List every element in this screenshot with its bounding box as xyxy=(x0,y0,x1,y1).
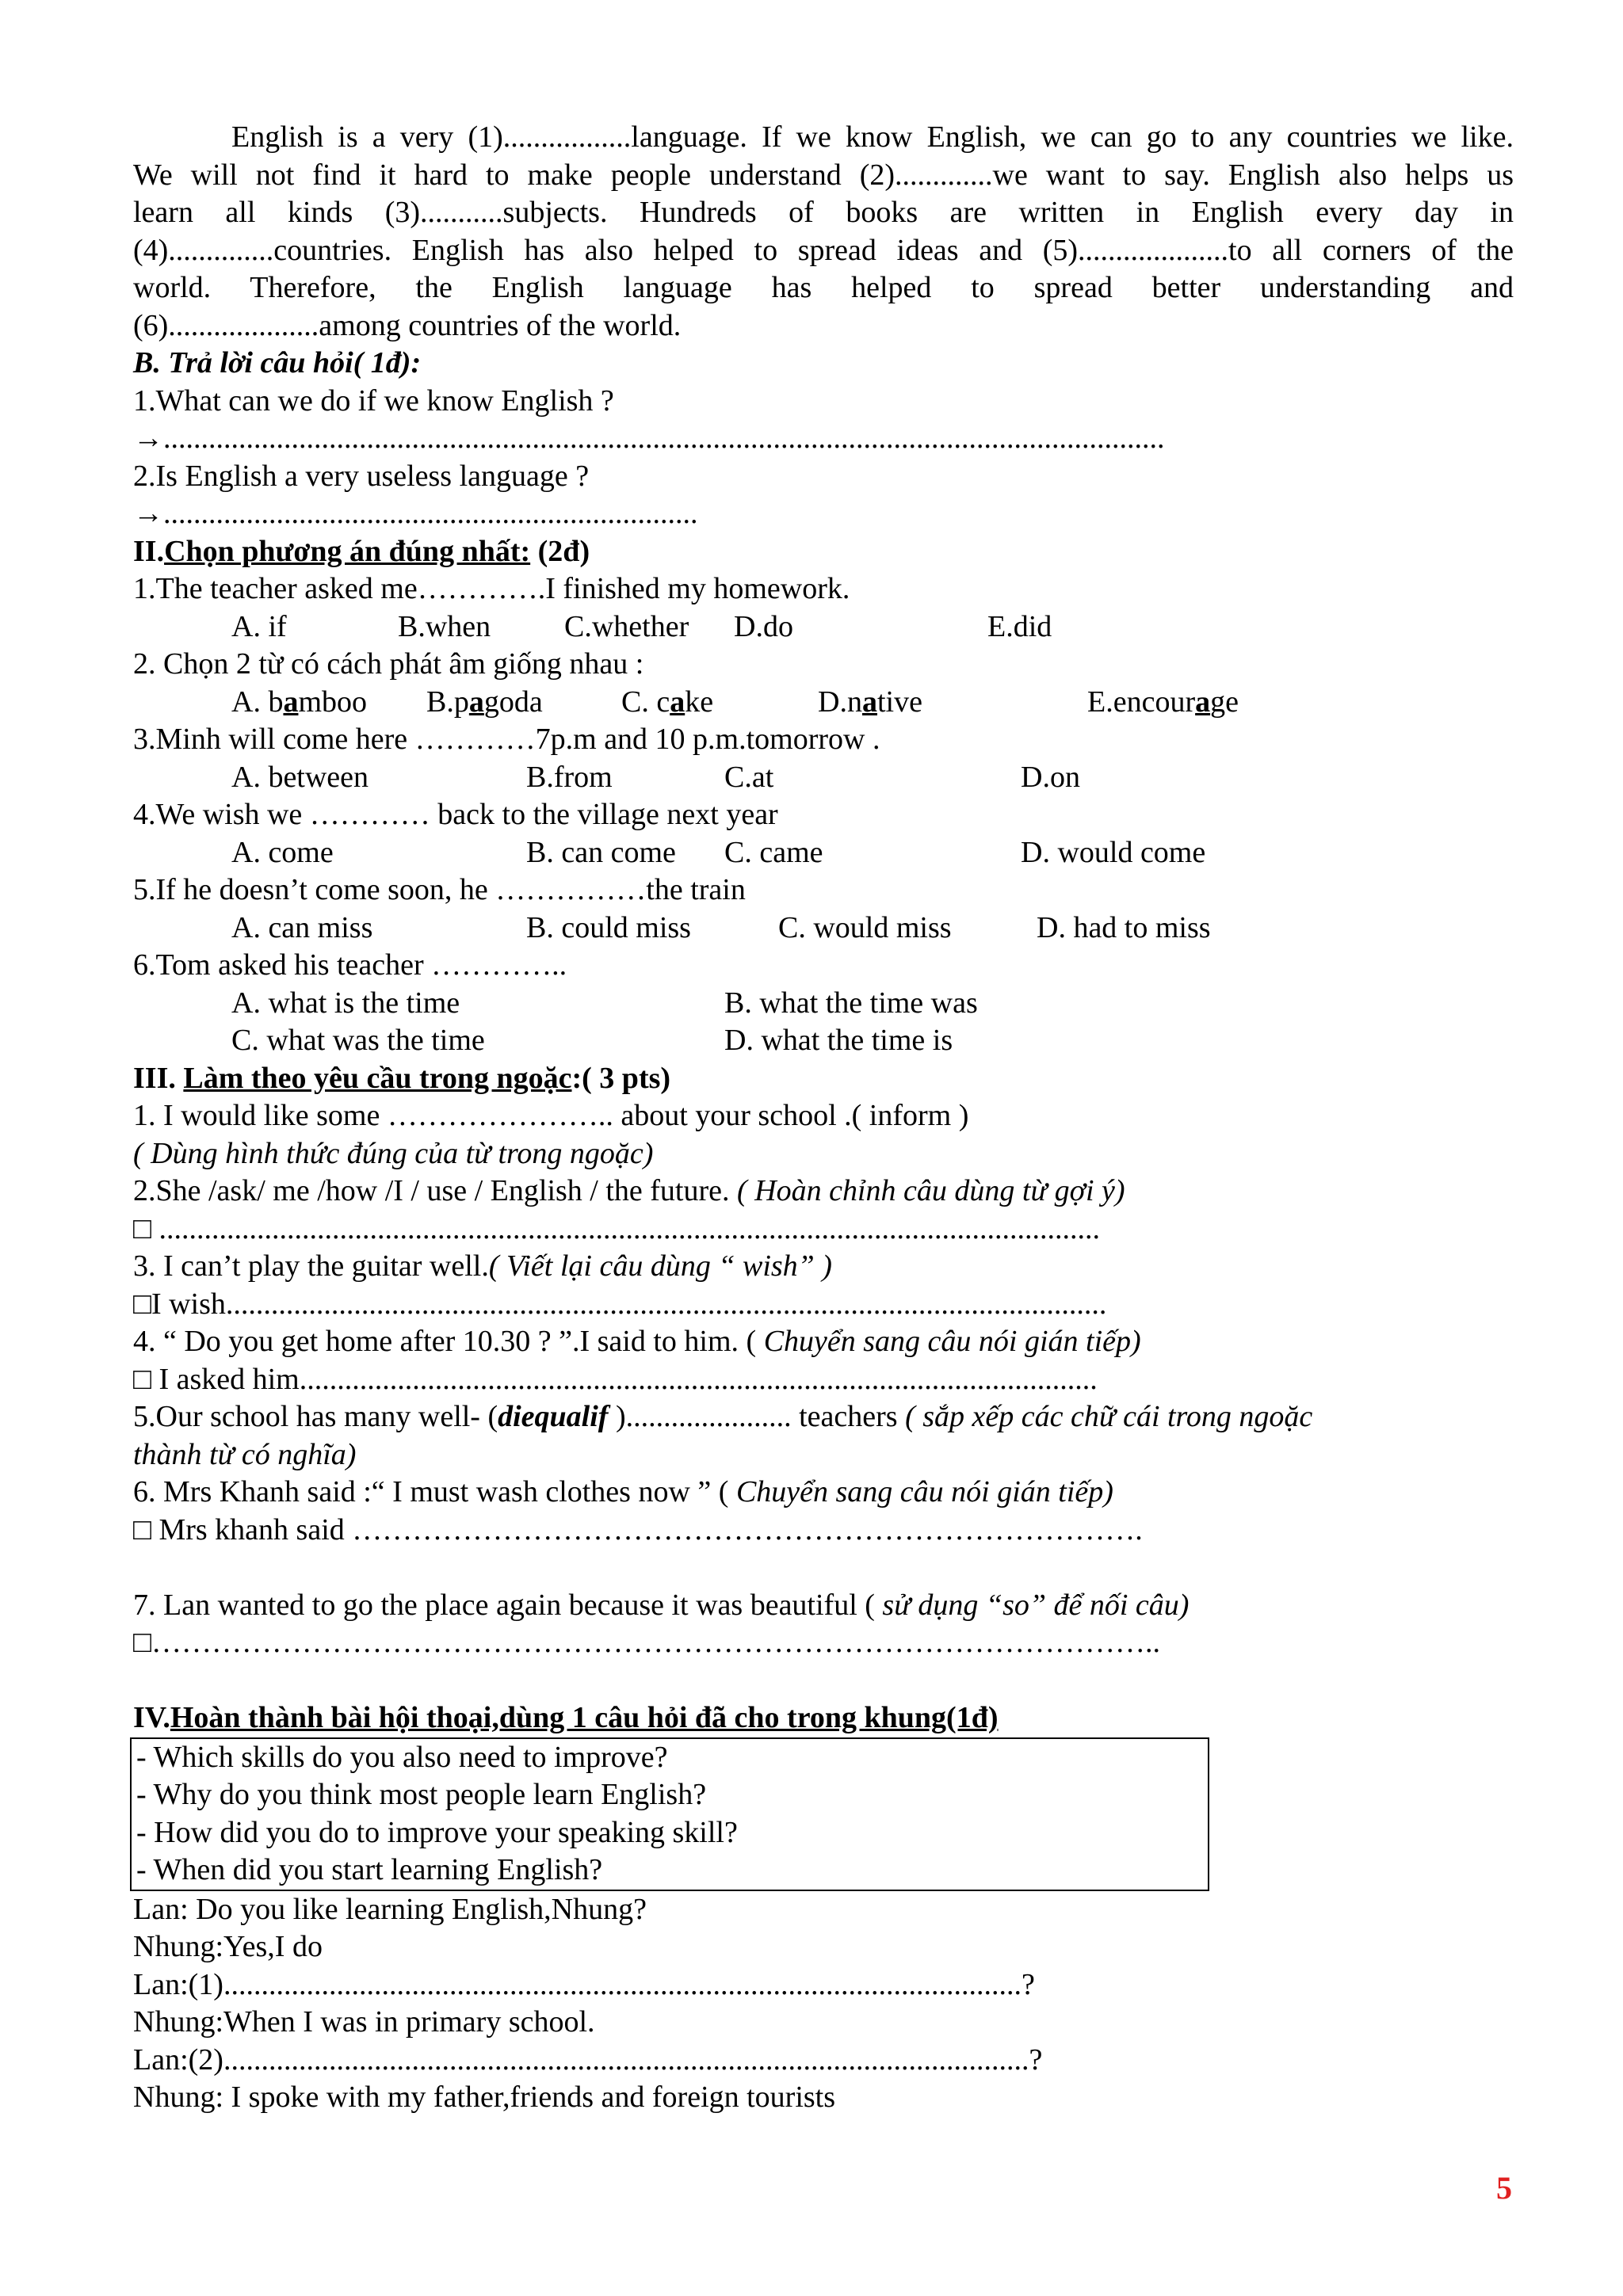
options-row xyxy=(133,834,1514,872)
instruction: ( sắp xếp các chữ cái trong ngoặc xyxy=(905,1400,1313,1433)
answer-line: →..................................................................................................................................... xyxy=(133,421,1165,455)
question: 5.If he doesn’t come soon, he ……………the train xyxy=(133,873,746,906)
question-box xyxy=(130,1737,1209,1891)
option: C. what was the time xyxy=(231,1024,485,1057)
instruction: sử dụng “so” để nối câu) xyxy=(882,1588,1190,1622)
option: D.on xyxy=(1021,760,1080,794)
dialogue-line: Nhung:Yes,I do xyxy=(133,1930,323,1963)
option: C. would miss xyxy=(778,910,952,944)
box-item: - When did you start learning English? xyxy=(136,1853,603,1886)
instruction: ( Viết lại câu dùng “ wish” ) xyxy=(488,1249,832,1283)
question: 3. I can’t play the guitar well.( Viết lại câu dùng “ wish” ) xyxy=(133,1249,832,1283)
option: C.at xyxy=(724,760,774,794)
option: B.from xyxy=(526,760,613,794)
question: 2.She /ask/ me /how /I / use / English / the future. ( Hoàn chỉnh câu dùng từ gợi ý) xyxy=(133,1174,1125,1207)
question: 1.The teacher asked me………….I finished my homework. xyxy=(133,572,850,605)
question: 6.Tom asked his teacher ………….. xyxy=(133,948,567,982)
passage-line: (6)....................among countries of the world. xyxy=(133,308,682,342)
option: A. between xyxy=(231,760,369,794)
option: A. if xyxy=(231,609,287,643)
instruction: Chuyển sang câu nói gián tiếp) xyxy=(763,1325,1141,1358)
option: D.native xyxy=(818,685,922,719)
box-item: - Why do you think most people learn English? xyxy=(136,1778,707,1811)
options-row xyxy=(133,1022,1514,1060)
scrambled-word: diequalif xyxy=(498,1400,609,1433)
instruction: ( Hoàn chỉnh câu dùng từ gợi ý) xyxy=(737,1174,1125,1207)
option: B. could miss xyxy=(526,910,691,944)
section-points: :( 3 pts) xyxy=(571,1061,671,1095)
passage-line: world. Therefore, the English language has helped to spread better understanding and xyxy=(133,271,1514,304)
page-number: 5 xyxy=(1496,2170,1512,2206)
section-4-heading xyxy=(133,1699,1514,1737)
answer-line: □ ............................................................................................................................. xyxy=(133,1211,1100,1245)
option: E.encourage xyxy=(1087,685,1239,719)
option: D. would come xyxy=(1021,835,1206,869)
option: A. come xyxy=(231,835,334,869)
section-title: Chọn phương án đúng nhất: xyxy=(164,534,531,568)
option: A. what is the time xyxy=(231,986,460,1020)
option: B.when xyxy=(398,609,491,643)
option: D. what the time is xyxy=(724,1024,953,1057)
option: C.whether xyxy=(564,609,689,643)
options-row xyxy=(133,985,1514,1023)
section-title: Làm theo yêu cầu trong ngoặc xyxy=(183,1061,572,1095)
options-row xyxy=(133,684,1514,722)
question: 6. Mrs Khanh said :“ I must wash clothes now ” ( Chuyển sang câu nói gián tiếp) xyxy=(133,1475,1113,1508)
passage-line: learn all kinds (3)...........subjects. Hundreds of books are written in English every day in xyxy=(133,196,1514,229)
section-number: II. xyxy=(133,534,165,568)
question: 2.Is English a very useless language ? xyxy=(133,459,590,493)
option: D.do xyxy=(734,609,793,643)
instruction: ( Dùng hình thức đúng của từ trong ngoặc) xyxy=(133,1136,654,1170)
question: 4. “ Do you get home after 10.30 ? ”.I said to him. ( Chuyển sang câu nói gián tiếp) xyxy=(133,1325,1141,1358)
option: E.did xyxy=(987,609,1052,643)
passage-line: English is a very (1).................language. If we know English, we can go to any countries we like. xyxy=(231,120,1514,154)
options-row xyxy=(133,759,1514,797)
option: C. came xyxy=(724,835,823,869)
option: D. had to miss xyxy=(1037,910,1211,944)
section-b-heading: B. Trả lời câu hỏi( 1đ): xyxy=(133,346,422,379)
question: 3.Minh will come here …………7p.m and 10 p.m.tomorrow . xyxy=(133,723,880,756)
answer-line: □……………………………………………………………………………………….. xyxy=(133,1626,1160,1659)
option: B. can come xyxy=(526,835,676,869)
answer-line: □ I asked him.......................................................................................................... xyxy=(133,1362,1098,1396)
option: B.pagoda xyxy=(426,685,543,719)
instruction: thành từ có nghĩa) xyxy=(133,1437,357,1471)
question: 1.What can we do if we know English ? xyxy=(133,383,614,418)
question: 7. Lan wanted to go the place again because it was beautiful ( sử dụng “so” để nối câu) xyxy=(133,1588,1190,1622)
section-2-heading xyxy=(133,533,1514,571)
option: A. bamboo xyxy=(231,685,368,719)
instruction: Chuyển sang câu nói gián tiếp) xyxy=(735,1475,1113,1508)
section-3-heading xyxy=(133,1060,1514,1098)
section-points: (2đ) xyxy=(530,534,590,568)
passage-line: (4)..............countries. English has also helped to spread ideas and (5)....................to all corners of the xyxy=(133,233,1514,267)
answer-line: □I wish..................................................................................................................... xyxy=(133,1287,1107,1321)
reading-passage xyxy=(133,119,1514,345)
options-row xyxy=(133,910,1514,948)
box-item: - How did you do to improve your speaking skill? xyxy=(136,1815,738,1849)
question: 5.Our school has many well- (diequalif )...................... teachers ( sắp xếp các chữ cái trong ngoặc xyxy=(133,1400,1313,1433)
dialogue-line: Nhung: I spoke with my father,friends and foreign tourists xyxy=(133,2081,836,2114)
box-item: - Which skills do you also need to improve? xyxy=(136,1740,668,1774)
question: 4.We wish we ………… back to the village next year xyxy=(133,798,778,831)
section-title: Hoàn thành bài hội thoại,dùng 1 câu hỏi đã cho trong khung(1đ) xyxy=(170,1701,999,1734)
section-number: III. xyxy=(133,1061,184,1095)
answer-line: →....................................................................... xyxy=(133,497,698,530)
section-number: IV. xyxy=(133,1701,170,1734)
dialogue-line: Nhung:When I was in primary school. xyxy=(133,2005,595,2039)
answer-line: □ Mrs khanh said ……………………………………………………………………. xyxy=(133,1512,1143,1547)
dialogue-line: Lan: Do you like learning English,Nhung? xyxy=(133,1892,647,1926)
dialogue-line: Lan:(1)..........................................................................................................? xyxy=(133,1967,1035,2001)
options-row xyxy=(133,608,1514,646)
dialogue-line: Lan:(2)...........................................................................................................? xyxy=(133,2042,1043,2077)
option: B. what the time was xyxy=(724,986,978,1020)
question: 1. I would like some ………………….. about your school .( inform ) xyxy=(133,1099,969,1132)
passage-line: We will not find it hard to make people understand (2).............we want to say. English also helps us xyxy=(133,158,1514,192)
option: A. can miss xyxy=(231,910,373,944)
option: C. cake xyxy=(621,685,714,719)
worksheet-page xyxy=(133,119,1514,2117)
question: 2. Chọn 2 từ có cách phát âm giống nhau : xyxy=(133,647,644,681)
